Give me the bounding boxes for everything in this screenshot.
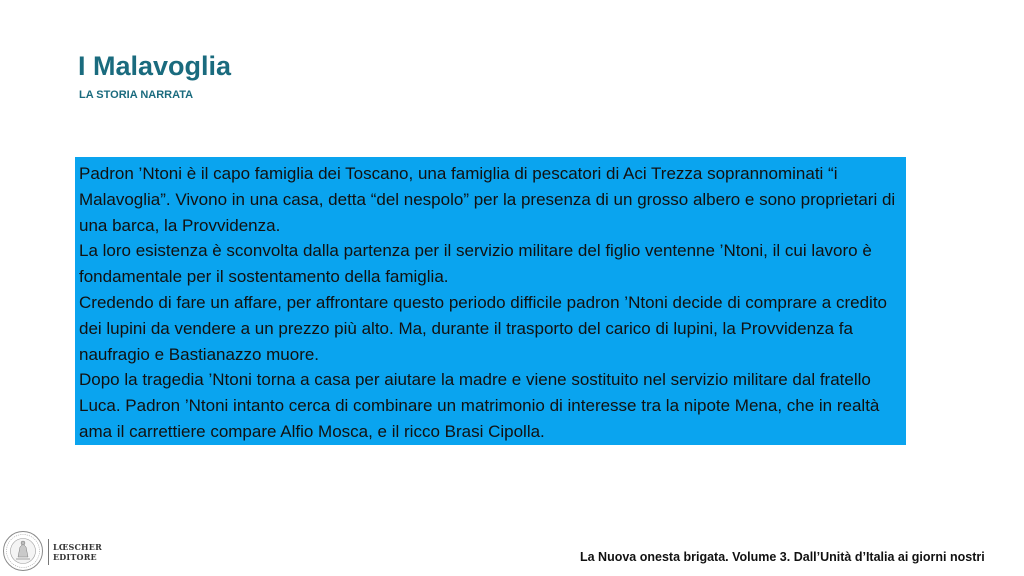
book-caption: La Nuova onesta brigata. Volume 3. Dall’Unità d’Italia ai giorni nostri bbox=[580, 550, 985, 564]
publisher-logo bbox=[2, 530, 102, 574]
publisher-name-line-2: EDITORE bbox=[53, 552, 97, 562]
publisher-name bbox=[53, 542, 102, 562]
story-paragraph-2: La loro esistenza è sconvolta dalla partenza per il servizio militare del figlio ventenne ’Ntoni, il cui lavoro è fondamentale per il sostentamento della famiglia. bbox=[79, 241, 872, 287]
story-paragraph-4: Dopo la tragedia ’Ntoni torna a casa per aiutare la madre e viene sostituito nel servizio militare dal fratello Luca. Padron ’Ntoni intanto cerca di combinare un matrimonio di interesse tra la nipote Mena, che in realtà ama il carrettiere compare Alfio Mosca, e il ricco Brasi Cipolla. bbox=[79, 370, 880, 441]
story-text-box bbox=[75, 157, 906, 445]
loescher-seal-icon bbox=[2, 530, 44, 572]
slide-title: I Malavoglia bbox=[78, 51, 232, 81]
story-paragraph-3: Credendo di fare un affare, per affrontare questo periodo difficile padron ’Ntoni decide di comprare a credito dei lupini da vendere a un prezzo più alto. Ma, durante il trasporto del carico di lupini, la Provvidenza fa naufragio e Bastianazzo muore. bbox=[79, 292, 887, 364]
logo-divider bbox=[48, 539, 49, 565]
publisher-name-line-1: LŒSCHER bbox=[53, 542, 102, 552]
slide-subtitle: LA STORIA NARRATA bbox=[79, 89, 194, 101]
story-paragraph-1: Padron ’Ntoni è il capo famiglia dei Toscano, una famiglia di pescatori di Aci Trezza soprannominati “i Malavoglia”. Vivono in una casa, detta “del nespolo” per la presenza di un grosso albero e sono proprietari di una barca, la Provvidenza. bbox=[79, 164, 896, 235]
